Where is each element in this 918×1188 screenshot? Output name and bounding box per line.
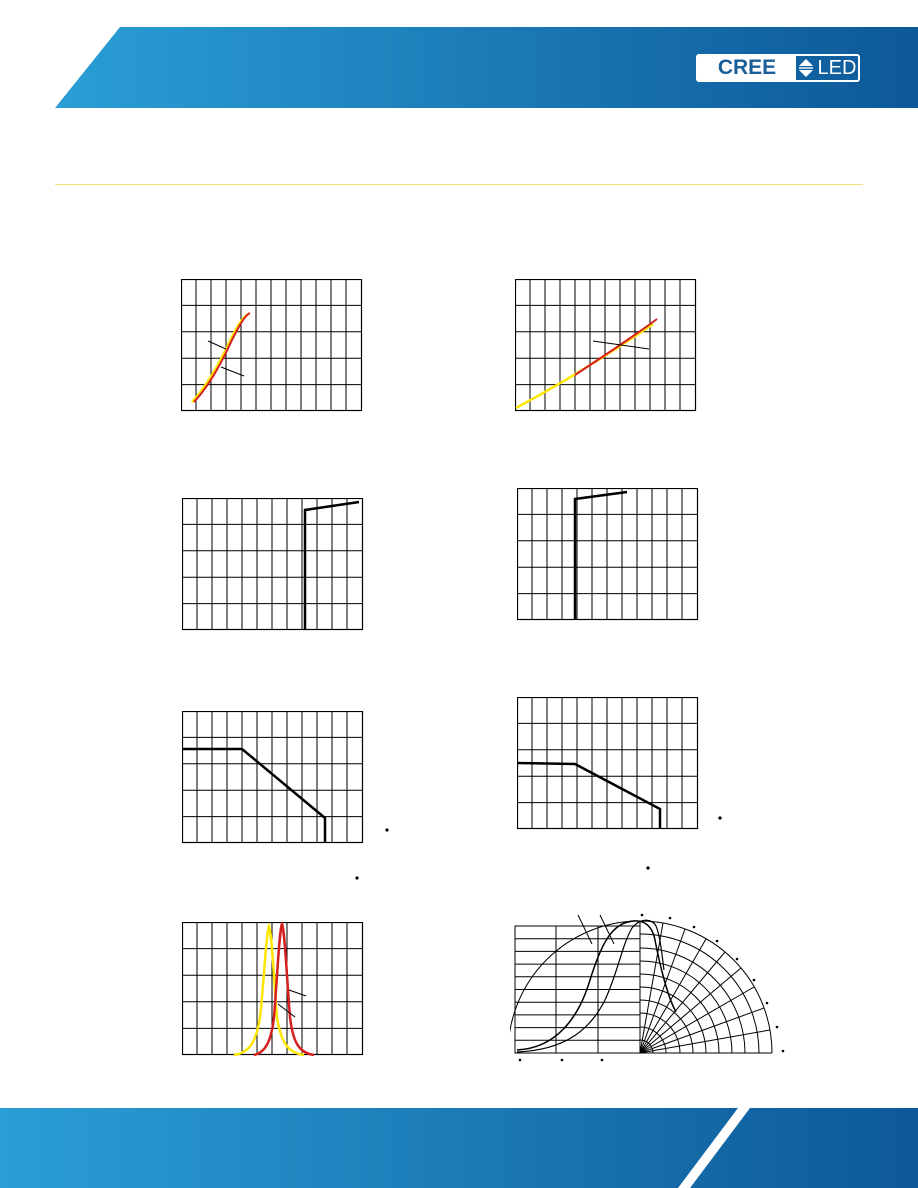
chart-grid — [182, 498, 363, 630]
red-curve — [575, 319, 657, 375]
chart-forward-current-left — [181, 279, 363, 412]
chart-forward-current-right — [515, 279, 697, 412]
chart-step-right — [517, 488, 699, 621]
chart-derating-left — [182, 711, 364, 844]
chart-grid — [182, 711, 363, 843]
chart-radiation-pattern — [510, 905, 800, 1070]
dot-mark — [354, 875, 360, 881]
logo-arrows-icon — [796, 56, 816, 80]
dot-mark — [384, 827, 390, 833]
leader-line-1 — [578, 915, 592, 944]
logo-brand-word: CREE — [698, 56, 796, 80]
derating-curve — [183, 749, 325, 843]
chart-step-left — [182, 498, 364, 631]
chart-grid — [181, 279, 362, 411]
chart-grid — [517, 488, 698, 620]
leader-line — [593, 341, 649, 349]
chart-grid — [515, 279, 696, 411]
derating-curve — [518, 763, 660, 829]
header-rule — [55, 184, 863, 185]
logo-product-word: LED — [817, 56, 857, 79]
cree-led-logo — [696, 54, 860, 82]
chart-spectrum-left — [182, 922, 364, 1056]
leader-line-1 — [289, 990, 306, 996]
dot-mark — [717, 815, 723, 821]
chart-derating-right — [517, 697, 699, 830]
step-curve — [575, 492, 627, 620]
footer-banner — [0, 1108, 918, 1188]
dot-mark — [645, 865, 651, 871]
polar-grid — [510, 921, 772, 1053]
